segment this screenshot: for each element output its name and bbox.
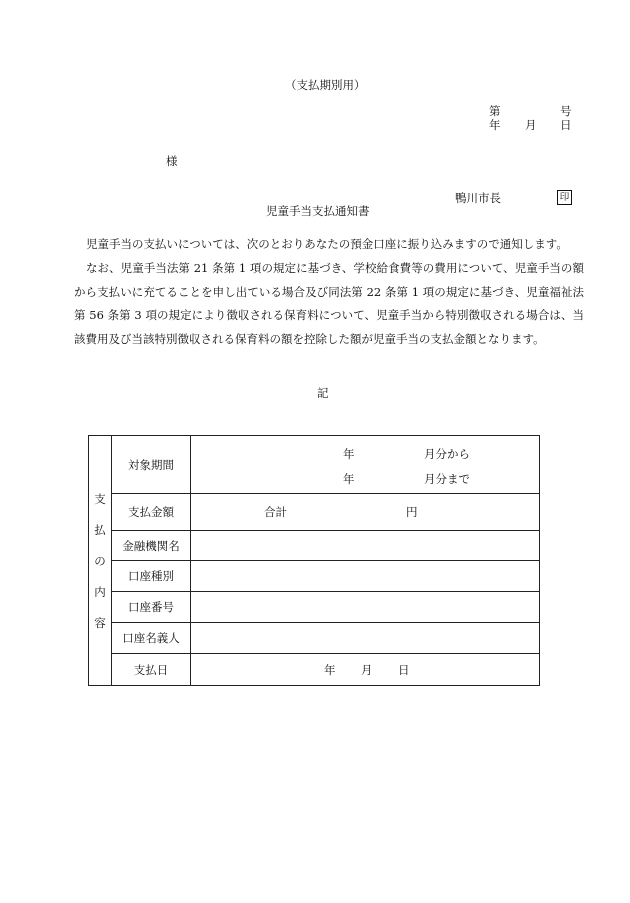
issuer: 鴨川市長 xyxy=(455,191,501,205)
side-char: 支 xyxy=(94,491,106,506)
payment-month: 月 xyxy=(361,663,373,677)
side-char: 容 xyxy=(94,615,106,630)
amount-total: 合計 xyxy=(264,505,287,519)
payment-details-table xyxy=(88,435,540,686)
side-char: 内 xyxy=(94,584,106,599)
payment-date-value xyxy=(191,654,540,686)
account-holder-value xyxy=(191,623,540,654)
period-to-year: 年 xyxy=(343,472,355,486)
bank-value xyxy=(191,531,540,561)
date-month: 月 xyxy=(525,118,537,132)
bank-label: 金融機関名 xyxy=(112,531,191,561)
account-type-label: 口座種別 xyxy=(112,561,191,592)
body-paragraph-1: 児童手当の支払いについては、次のとおりあなたの預金口座に振り込みますので通知します。 xyxy=(86,237,568,251)
ki-label: 記 xyxy=(317,386,329,400)
amount-value xyxy=(191,494,540,531)
account-holder-label: 口座名義人 xyxy=(112,623,191,654)
amount-yen: 円 xyxy=(406,505,418,519)
period-from-month: 月分から xyxy=(424,447,470,461)
side-heading xyxy=(89,436,112,686)
payment-year: 年 xyxy=(324,663,336,677)
body-paragraph-2: なお、児童手当法第 21 条第 1 項の規定に基づき、学校給食費等の費用について、児童手当の額から支払いに充てることを申し出ている場合及び同法第 22 条第 1 項の規定に基づき、児童福祉法第 56 条第 3 項の規定により徴収される保育料について、児童手当から特別徴収される場合は、当該費用及び当該特別徴収される保育料の額を控除した額が児童手当の支払金額となります。 xyxy=(74,261,584,346)
form-type: （支払期別用） xyxy=(285,78,366,92)
document-title: 児童手当支払通知書 xyxy=(266,204,370,218)
side-char: の xyxy=(94,553,106,568)
payment-date-label: 支払日 xyxy=(112,654,191,686)
payment-day: 日 xyxy=(398,663,410,677)
period-to-month: 月分まで xyxy=(424,472,470,486)
side-char: 払 xyxy=(94,522,106,537)
period-label: 対象期間 xyxy=(112,436,191,494)
date-year: 年 xyxy=(489,118,501,132)
recipient-suffix: 様 xyxy=(166,154,178,168)
account-number-label: 口座番号 xyxy=(112,592,191,623)
period-from-year: 年 xyxy=(343,447,355,461)
seal-stamp: 印 xyxy=(557,190,572,205)
account-type-value xyxy=(191,561,540,592)
account-number-value xyxy=(191,592,540,623)
number-go: 号 xyxy=(560,104,572,118)
number-dai: 第 xyxy=(489,104,501,118)
date-day: 日 xyxy=(560,118,572,132)
period-value xyxy=(191,436,540,494)
amount-label: 支払金額 xyxy=(112,494,191,531)
